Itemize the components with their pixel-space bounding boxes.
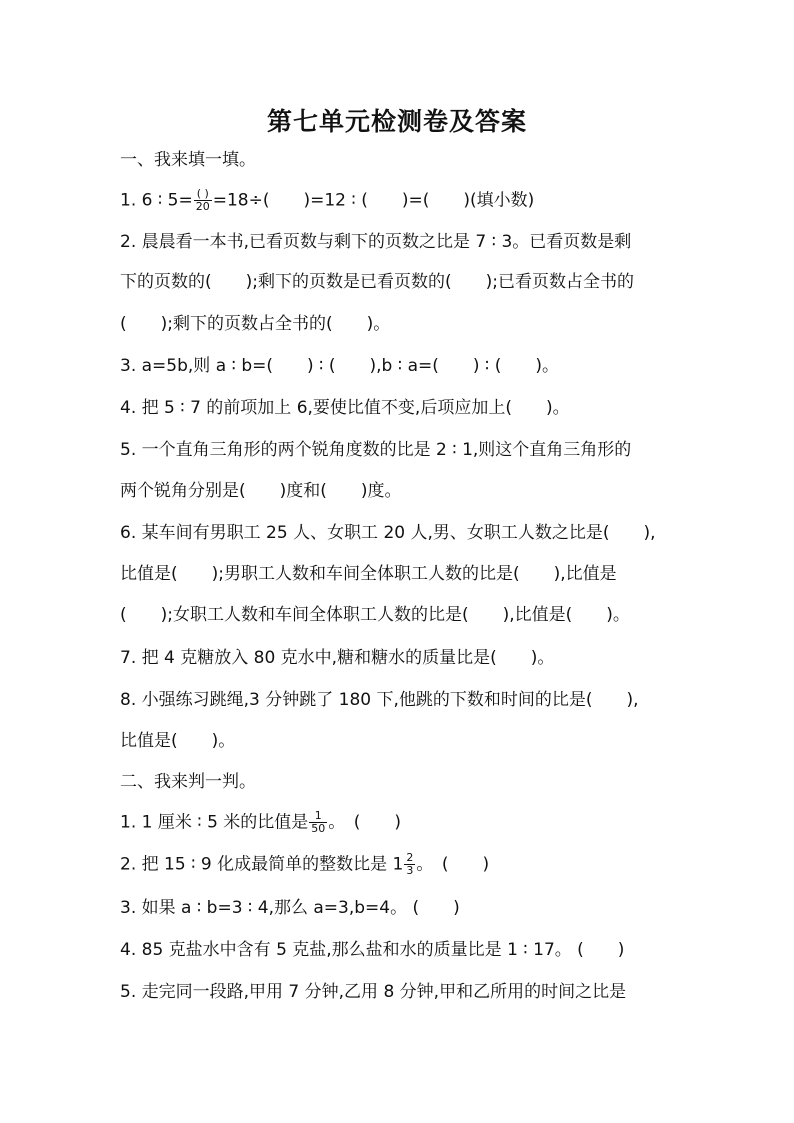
s2-q2-mixed-int: 1 [392, 854, 404, 875]
s2-q2-post: 。 ( ) [416, 854, 490, 875]
s2-q2-frac-num: 2 [406, 851, 414, 864]
s1-q8-line-1: 8. 小强练习跳绳,3 分钟跳了 180 下,他跳的下数和时间的比是( ), [120, 690, 639, 710]
s2-q1-fraction [309, 810, 327, 835]
s1-q2-line-3: ( );剩下的页数占全书的( )。 [120, 314, 391, 334]
s1-q6-line-3: ( );女职工人数和车间全体职工人数的比是( ),比值是( )。 [120, 605, 630, 625]
s1-q2-line-2: 下的页数的( );剩下的页数是已看页数的( );已看页数占全书的 [120, 272, 634, 292]
s1-q5-line-1: 5. 一个直角三角形的两个锐角度数的比是 2 ∶ 1,则这个直角三角形的 [120, 440, 632, 460]
s1-question-7: 7. 把 4 克糖放入 80 克水中,糖和糖水的质量比是( )。 [120, 648, 555, 668]
s1-q1-pre: 1. 6 ∶ 5= [120, 190, 193, 211]
s1-q6-line-2: 比值是( );男职工人数和车间全体职工人数的比是( ),比值是 [120, 564, 617, 584]
page-title: 第七单元检测卷及答案 [266, 107, 527, 136]
s2-q2-frac-den: 3 [406, 864, 414, 877]
section-2-heading: 二、我来判一判。 [120, 772, 256, 792]
s1-q8-line-2: 比值是( )。 [120, 731, 236, 751]
s1-q1-frac-den: 20 [195, 200, 210, 213]
s1-question-3: 3. a=5b,则 a ∶ b=( ) ∶ ( ),b ∶ a=( ) ∶ ( )。 [120, 356, 559, 376]
s2-question-5: 5. 走完同一段路,甲用 7 分钟,乙用 8 分钟,甲和乙所用的时间之比是 [120, 982, 627, 1002]
s2-q1-post: 。 ( ) [328, 812, 402, 833]
s2-question-4: 4. 85 克盐水中含有 5 克盐,那么盐和水的质量比是 1 ∶ 17。 ( ) [120, 940, 625, 960]
s2-q1-frac-den: 50 [311, 822, 326, 835]
s2-q1-pre: 1. 1 厘米 ∶ 5 米的比值是 [120, 812, 309, 833]
s2-q2-fraction [404, 852, 415, 877]
s1-question-4: 4. 把 5 ∶ 7 的前项加上 6,要使比值不变,后项应加上( )。 [120, 398, 570, 418]
s2-question-3: 3. 如果 a ∶ b=3 ∶ 4,那么 a=3,b=4。 ( ) [120, 898, 460, 918]
s1-q6-line-1: 6. 某车间有男职工 25 人、女职工 20 人,男、女职工人数之比是( ), [120, 523, 656, 543]
s1-q2-line-1: 2. 晨晨看一本书,已看页数与剩下的页数之比是 7 ∶ 3。已看页数是剩 [120, 232, 632, 252]
s1-q5-line-2: 两个锐角分别是( )度和( )度。 [120, 481, 402, 501]
s1-q1-frac-num: ( ) [194, 188, 212, 201]
s2-question-1 [120, 810, 720, 835]
s1-question-1 [120, 188, 720, 213]
section-1-heading: 一、我来填一填。 [120, 150, 256, 170]
s2-q1-frac-num: 1 [309, 810, 327, 823]
s2-q2-pre: 2. 把 15 ∶ 9 化成最简单的整数比是 [120, 854, 393, 875]
s1-q1-fraction [194, 188, 212, 213]
s2-question-2 [120, 852, 720, 877]
s1-q1-post: =18÷( )=12 ∶ ( )=( )(填小数) [212, 190, 535, 211]
